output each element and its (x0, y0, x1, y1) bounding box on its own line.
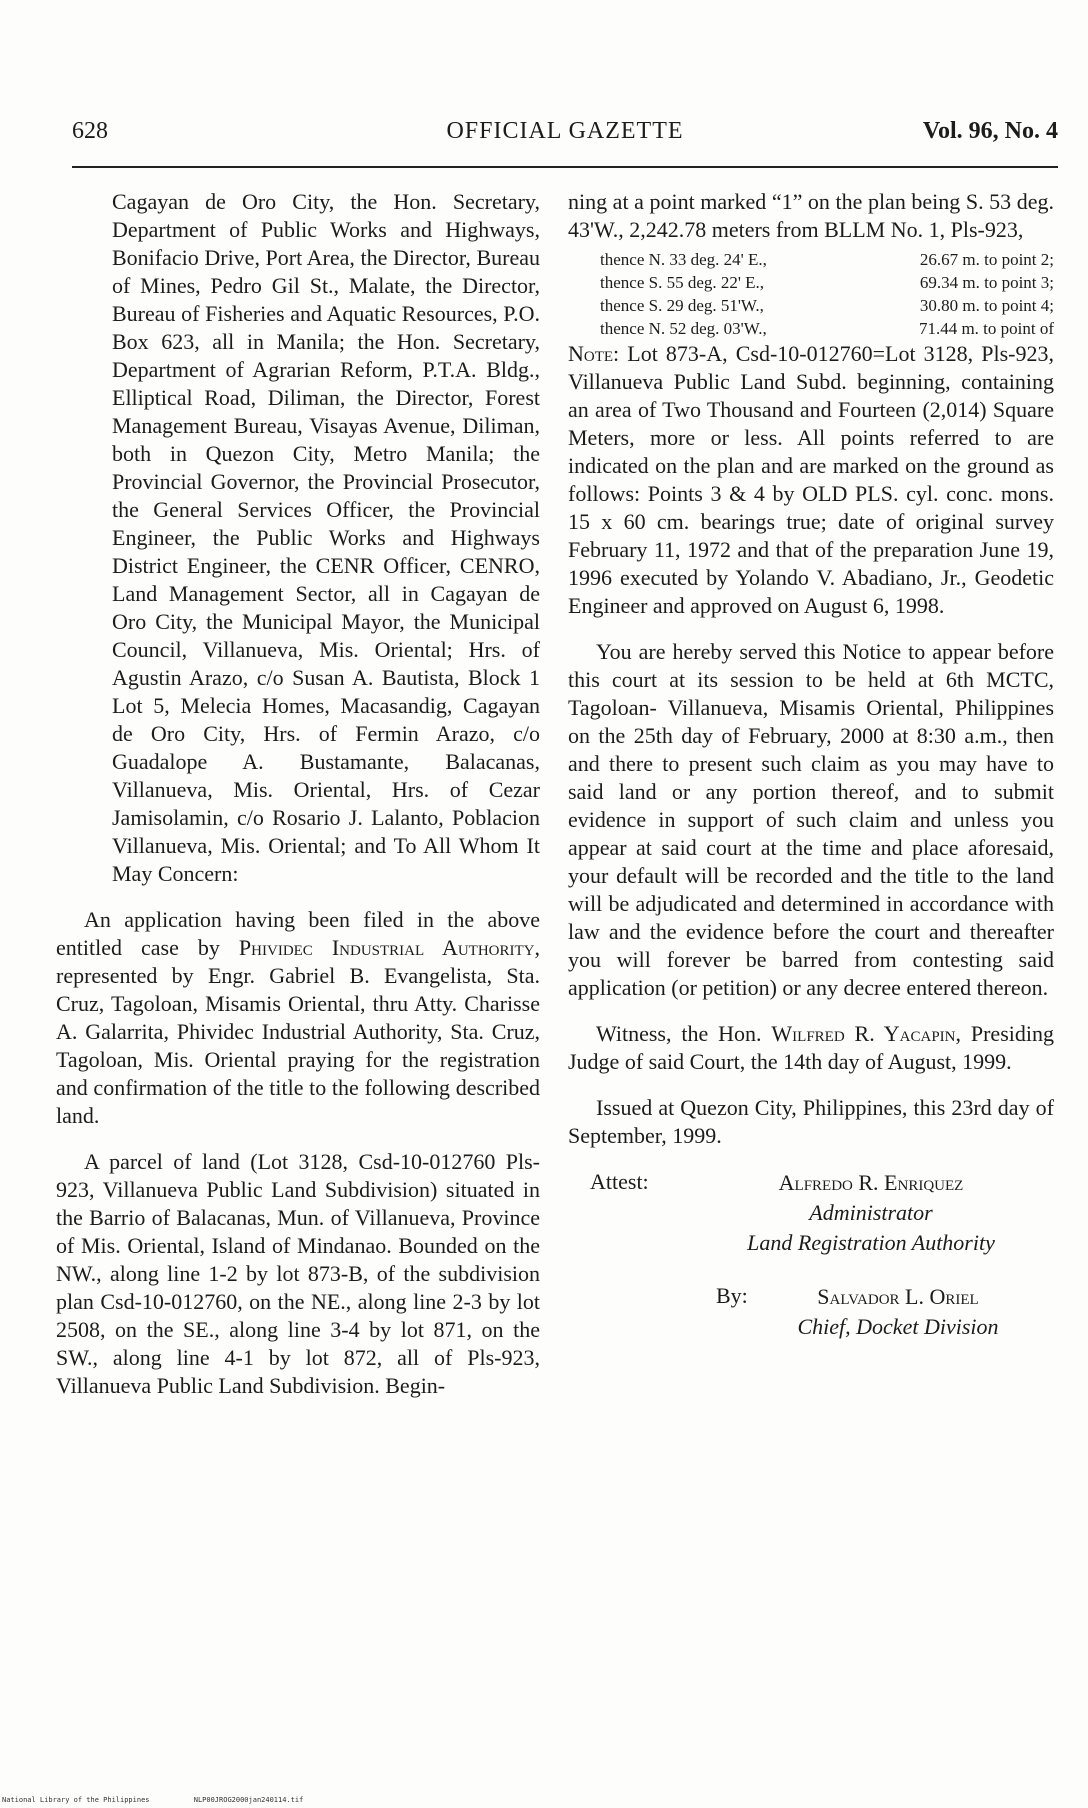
thence-line (600, 294, 1054, 317)
beginning-paragraph: ning at a point marked “1” on the plan being S. 53 deg. 43'W., 2,242.78 meters from BLLM No. 1, Pls-923, (568, 189, 1054, 242)
scan-footer (2, 1796, 343, 1804)
attest-signature (698, 1168, 1044, 1258)
issued-paragraph: Issued at Quezon City, Philippines, this 23rd day of September, 1999. (568, 1095, 1054, 1148)
notice-paragraph: You are hereby served this Notice to appear before this court at its session to be held at 6th MCTC, Tagoloan- Villanueva, Misamis Oriental, Philippines on the 25th day of February, 2000 at 8:30 a.m., then and there to present such claim as you may have to said land or any portion thereof, and to submit evidence in support of such claim and unless you appear at said court at the time and place aforesaid, your default will be recorded and the title to the land will be adjudicated and determined in accordance with law and the evidence before the court and thereafter you will forever be barred from contesting said application (or petition) or any decree entered thereon. (568, 639, 1054, 1000)
thence-distance: 71.44 m. to point of (918, 319, 1054, 338)
attest-org: Land Registration Authority (747, 1230, 995, 1255)
thence-line (600, 271, 1054, 294)
applicant-name: Phividec Industrial Authority (238, 935, 535, 960)
footer-library: National Library of the Philippines (2, 1796, 150, 1804)
thence-line (600, 248, 1054, 271)
publication-title: OFFICIAL GAZETTE (446, 118, 684, 144)
parcel-paragraph: A parcel of land (Lot 3128, Csd-10-012760 Pls-923, Villanueva Public Land Subdivision) situated in the Barrio of Balacanas, Mun. of Villanueva, Province of Mis. Oriental, Island of Mindanao. Bounded on the NW., along line 1-2 by lot 873-B, of the subdivision plan Csd-10-012760, on the NE., along line 2-3 by lot 2508, on the SE., along line 3-4 by lot 871, on the SW., along line 4-1 by lot 872, all of Pls-923, Villanueva Public Land Subdivision. Begin- (56, 1149, 540, 1398)
application-rest: , represented by Engr. Gabriel B. Evangelista, Sta. Cruz, Tagoloan, Misamis Oriental, thru Atty. Charisse A. Galarrita, Phividec Industrial Authority, Sta. Cruz, Tagoloan, Mis. Oriental praying for the registration and confirmation of the title to the following described land. (56, 935, 541, 1128)
header-rule (72, 166, 1058, 168)
left-column (56, 188, 540, 1418)
attest-name: Alfredo R. Enriquez (778, 1170, 964, 1195)
attest-title: Administrator (809, 1200, 933, 1225)
thence-bearing: thence S. 55 deg. 22' E., (600, 273, 765, 292)
by-block (568, 1282, 1054, 1346)
witness-prefix: Witness, the Hon. (596, 1021, 762, 1046)
witness-rest: , Presiding Judge of said Court, the 14th day of August, 1999. (568, 1021, 1054, 1074)
by-title: Chief, Docket Division (797, 1314, 999, 1339)
attest-block (568, 1168, 1054, 1278)
attest-label: Attest: (590, 1169, 649, 1194)
application-prefix: An application having been filed in the above entitled case by (56, 907, 540, 960)
thence-distance: 30.80 m. to point 4; (919, 296, 1054, 315)
thence-line (600, 317, 1054, 340)
footer-file: NLP00JROG2000jan240114.tif (193, 1796, 304, 1804)
page-header (72, 118, 1058, 154)
by-signature (778, 1282, 1018, 1342)
note-label: Note (568, 341, 614, 366)
volume-number: Vol. 96, No. 4 (922, 118, 1058, 144)
recipients-paragraph: Cagayan de Oro City, the Hon. Secretary, Department of Public Works and Highways, Bonifacio Drive, Port Area, the Director, Bureau of Mines, Pedro Gil St., Malate, the Director, Bureau of Fisheries and Aquatic Resources, P.O. Box 623, all in Manila; the Hon. Secretary, Department of Agrarian Reform, P.T.A. Bldg., Elliptical Road, Diliman, the Director, Forest Management Bureau, Visayas Avenue, Diliman, both in Quezon City, Metro Manila; the Provincial Governor, the Provincial Prosecutor, the General Services Officer, the Provincial Engineer, the Public Works and Highways District Engineer, the CENR Officer, CENRO, Land Management Sector, all in Cagayan de Oro City, the Municipal Mayor, the Municipal Council, Villanueva, Mis. Oriental; Hrs. of Agustin Arazo, c/o Susan A. Bautista, Block 1 Lot 5, Melecia Homes, Macasandig, Cagayan de Oro City, Hrs. of Fermin Arazo, c/o Guadalope A. Bustamante, Balacanas, Villanueva, Mis. Oriental, Hrs. of Cezar Jamisolamin, c/o Rosario J. Lalanto, Poblacion Villanueva, Mis. Oriental; and To All Whom It May Concern: (112, 189, 540, 886)
thence-distance: 26.67 m. to point 2; (919, 250, 1054, 269)
thence-distance: 69.34 m. to point 3; (919, 273, 1054, 292)
witness-paragraph (568, 1020, 1054, 1076)
witness-name: Wilfred R. Yacapin (771, 1021, 956, 1046)
application-paragraph (56, 906, 540, 1130)
note-paragraph (568, 340, 1054, 620)
by-label: By: (716, 1283, 748, 1308)
by-name: Salvador L. Oriel (817, 1284, 979, 1309)
thence-bearing: thence N. 52 deg. 03'W., (600, 319, 767, 338)
thence-list (568, 248, 1054, 340)
thence-bearing: thence N. 33 deg. 24' E., (600, 250, 767, 269)
note-text: : Lot 873-A, Csd-10-012760=Lot 3128, Pls-923, Villanueva Public Land Subd. beginning, containing an area of Two Thousand and Fourteen (2,014) Square Meters, more or less. All points referred to are indicated on the plan and are marked on the ground as follows: Points 3 & 4 by OLD PLS. cyl. conc. mons. 15 x 60 cm. bearings true; date of original survey February 11, 1972 and that of the preparation June 19, 1996 executed by Yolando V. Abadiano, Jr., Geodetic Engineer and approved on August 6, 1998. (568, 341, 1054, 618)
page-number: 628 (72, 118, 108, 144)
thence-bearing: thence S. 29 deg. 51'W., (600, 296, 764, 315)
right-column (568, 188, 1054, 1346)
